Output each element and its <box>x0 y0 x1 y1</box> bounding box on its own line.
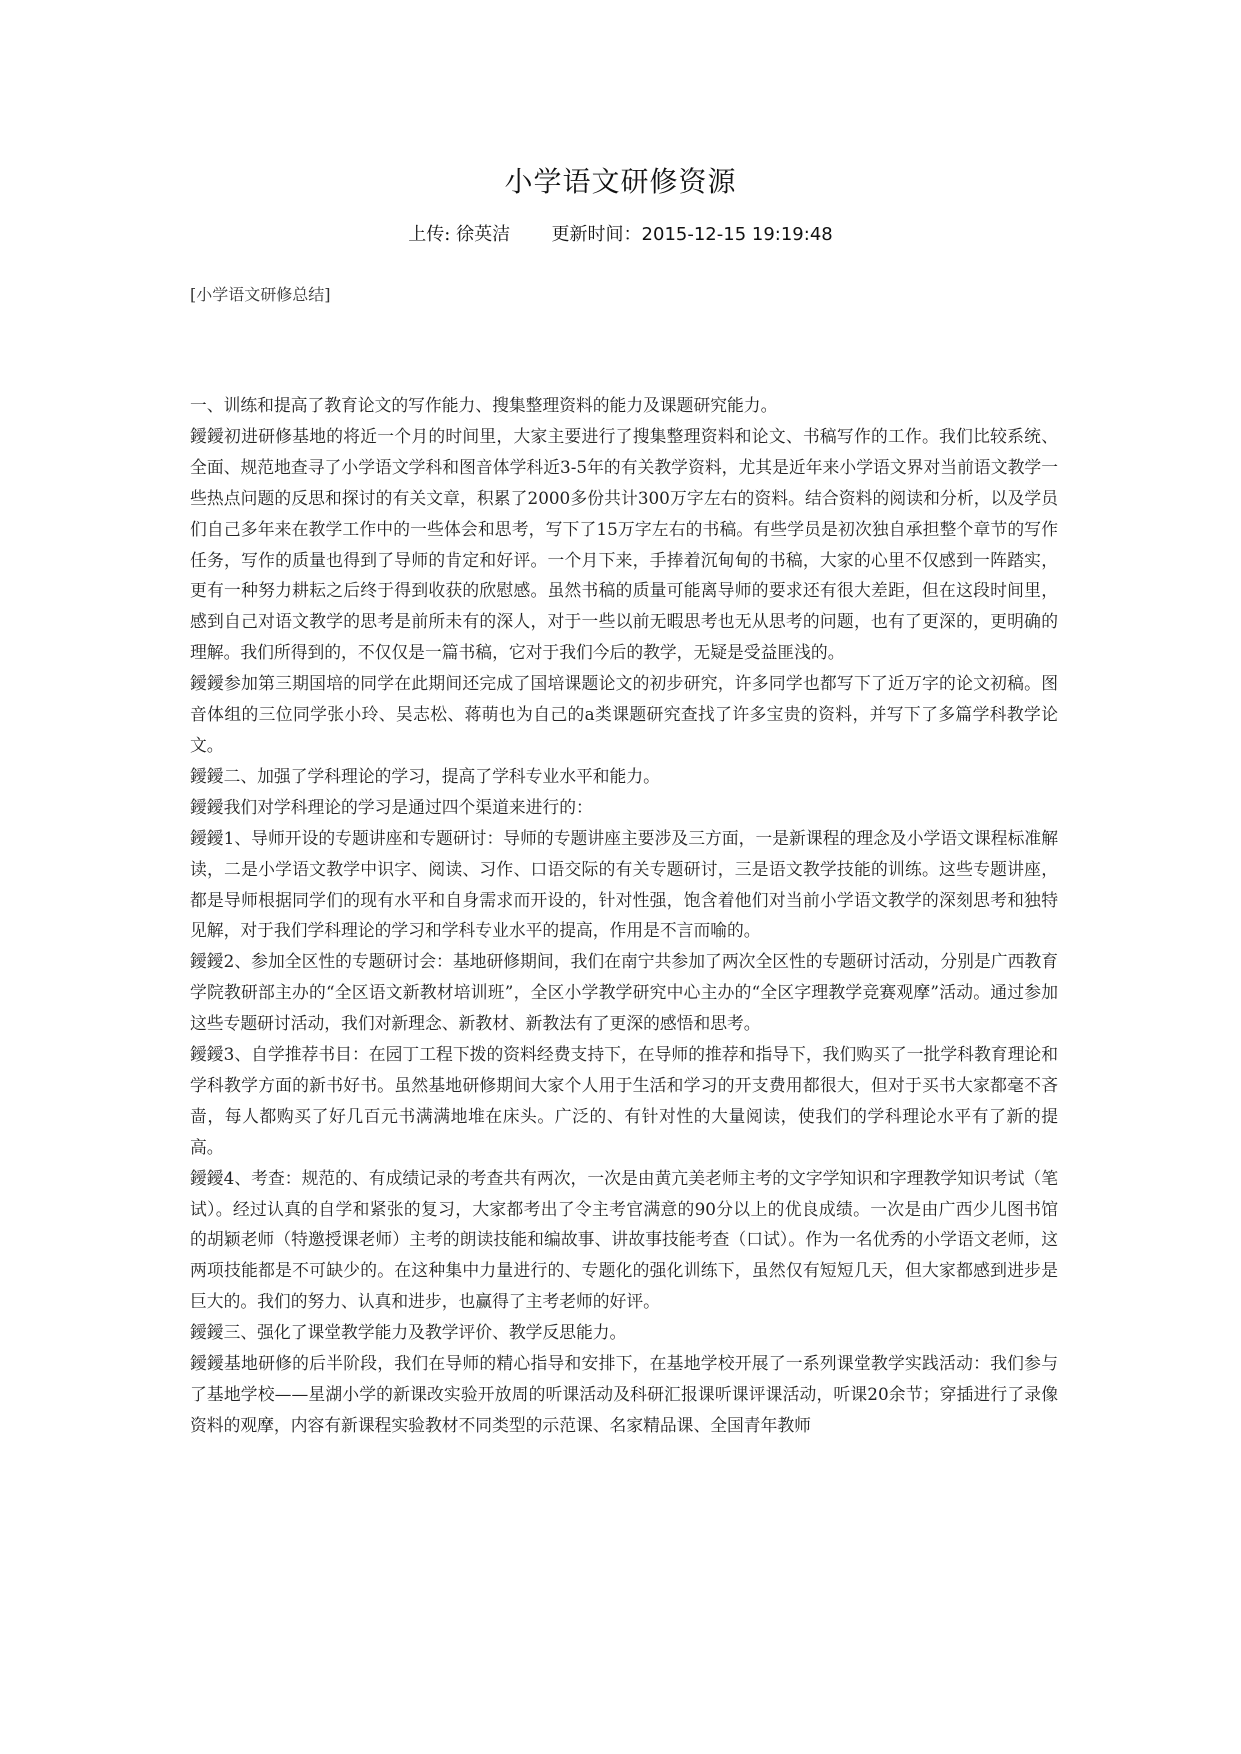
paragraph: 鑀鑀基地研修的后半阶段，我们在导师的精心指导和安排下，在基地学校开展了一系列课堂教学实践活动：我们参与了基地学校——星湖小学的新课改实验开放周的听课活动及科研汇报课听课评课活动，听课20余节；穿插进行了录像资料的观摩，内容有新课程实验教材不同类型的示范课、名家精品课、全国青年教师 <box>190 1353 1058 1435</box>
paragraph: 鑀鑀1、导师开设的专题讲座和专题研讨：导师的专题讲座主要涉及三方面，一是新课程的理念及小学语文课程标准解读，二是小学语文教学中识字、阅读、习作、口语交际的有关专题研讨，三是语文教学技能的训练。这些专题讲座，都是导师根据同学们的现有水平和自身需求而开设的，针对性强，饱含着他们对当前小学语文教学的深刻思考和独特见解，对于我们学科理论的学习和学科专业水平的提高，作用是不言而喻的。 <box>190 827 1058 941</box>
document-body <box>190 390 1058 1441</box>
paragraph: 鑀鑀二、加强了学科理论的学习，提高了学科专业水平和能力。 <box>190 765 660 786</box>
paragraph: 一、训练和提高了教育论文的写作能力、搜集整理资料的能力及课题研究能力。 <box>190 395 778 415</box>
document-title: 小学语文研修资源 <box>504 165 737 198</box>
paragraph: 鑀鑀我们对学科理论的学习是通过四个渠道来进行的： <box>190 796 593 817</box>
paragraph: 鑀鑀参加第三期国培的同学在此期间还完成了国培课题论文的初步研究，许多同学也都写下了近万字的论文初稿。图音体组的三位同学张小玲、吴志松、蒋萌也为自己的a类课题研究查找了许多宝贵的资料，并写下了多篇学科教学论文。 <box>190 673 1058 755</box>
paragraph: 鑀鑀3、自学推荐书目：在园丁工程下拨的资料经费支持下，在导师的推荐和指导下，我们购买了一批学科教育理论和学科教学方面的新书好书。虽然基地研修期间大家个人用于生活和学习的开支费用都很大，但对于买书大家都毫不吝啬，每人都购买了好几百元书满满地堆在床头。广泛的、有针对性的大量阅读，使我们的学科理论水平有了新的提高。 <box>190 1044 1058 1157</box>
uploader-name: 徐英洁 <box>456 224 511 245</box>
updated-time: 2015-12-15 19:19:48 <box>641 224 833 245</box>
updated-label: 更新时间： <box>551 224 642 245</box>
category-tag: [小学语文研修总结] <box>190 285 331 304</box>
uploader-label: 上传: <box>408 224 451 245</box>
document-meta <box>0 220 1241 246</box>
paragraph: 鑀鑀4、考查：规范的、有成绩记录的考查共有两次，一次是由黄亢美老师主考的文字学知识和字理教学知识考试（笔试）。经过认真的自学和紧张的复习，大家都考出了令主考官满意的90分以上的优良成绩。一次是由广西少儿图书馆的胡颖老师（特邀授课老师）主考的朗读技能和编故事、讲故事技能考查（口试）。作为一名优秀的小学语文老师，这两项技能都是不可缺少的。在这种集中力量进行的、专题化的强化训练下，虽然仅有短短几天，但大家都感到进步是巨大的。我们的努力、认真和进步，也赢得了主考老师的好评。 <box>190 1167 1058 1312</box>
paragraph: 鑀鑀初进研修基地的将近一个月的时间里，大家主要进行了搜集整理资料和论文、书稿写作的工作。我们比较系统、全面、规范地查寻了小学语文学科和图音体学科近3-5年的有关教学资料，尤其是近年来小学语文界对当前语文教学一些热点问题的反思和探讨的有关文章，积累了2000多份共计300万字左右的资料。结合资料的阅读和分析，以及学员们自己多年来在教学工作中的一些体会和思考，写下了15万字左右的书稿。有些学员是初次独自承担整个章节的写作任务，写作的质量也得到了导师的肯定和好评。一个月下来，手捧着沉甸甸的书稿，大家的心里不仅感到一阵踏实，更有一种努力耕耘之后终于得到收获的欣慰感。虽然书稿的质量可能离导师的要求还有很大差距，但在这段时间里，感到自己对语文教学的思考是前所未有的深人，对于一些以前无暇思考也无从思考的问题，也有了更深的，更明确的理解。我们所得到的，不仅仅是一篇书稿，它对于我们今后的教学，无疑是受益匪浅的。 <box>190 425 1058 663</box>
paragraph: 鑀鑀三、强化了课堂教学能力及教学评价、教学反思能力。 <box>190 1322 627 1343</box>
paragraph: 鑀鑀2、参加全区性的专题研讨会：基地研修期间，我们在南宁共参加了两次全区性的专题研讨活动，分别是广西教育学院教研部主办的“全区语文新教材培训班”，全区小学教学研究中心主办的“全区字理教学竞赛观摩”活动。通过参加这些专题研讨活动，我们对新理念、新教材、新教法有了更深的感悟和思考。 <box>190 951 1058 1034</box>
